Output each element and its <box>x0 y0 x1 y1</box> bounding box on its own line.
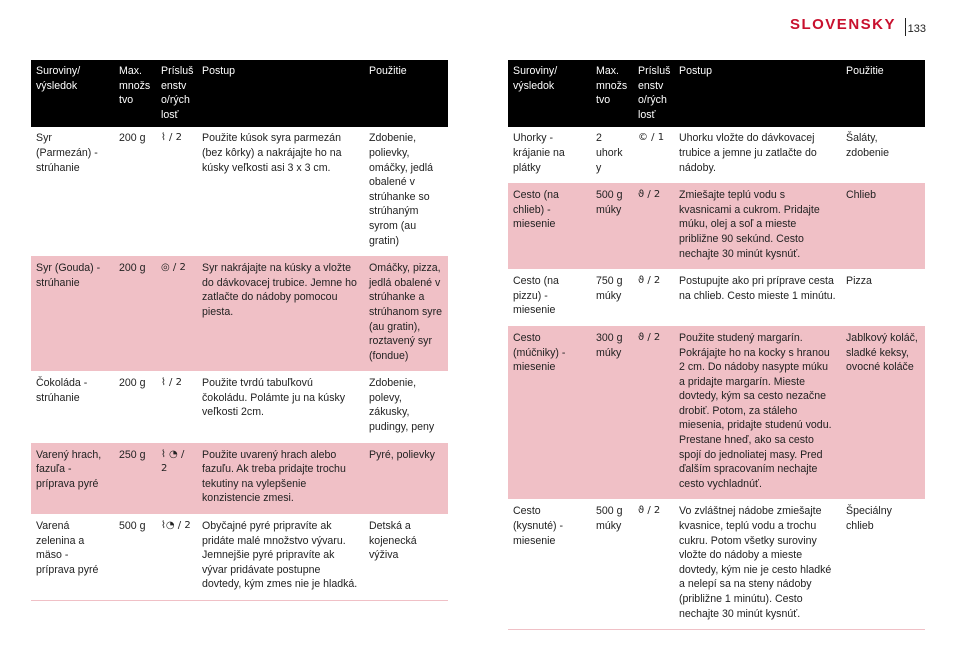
cell-accessory-speed: ⌇ / 2 <box>156 127 197 256</box>
cell-ingredient: Syr (Parmezán) - strúhanie <box>31 127 114 256</box>
cell-accessory-speed: ⌇◔ / 2 <box>156 515 197 601</box>
table-row <box>31 257 448 372</box>
cell-qty: 250 g <box>114 443 156 514</box>
cell-procedure: Syr nakrájajte na kúsky a vložte do dávkovacej trubice. Jemne ho zatlačte do nádoby pomocou piesta. <box>197 257 364 372</box>
page-number: 133 <box>907 23 926 35</box>
cell-qty: 500 g <box>114 515 156 601</box>
cell-qty: 200 g <box>114 372 156 443</box>
col-header-max-qty: Max. množs tvo <box>591 60 633 127</box>
cell-ingredient: Cesto (kysnuté) - miesenie <box>508 500 591 630</box>
cell-accessory-speed: © / 1 <box>633 127 674 183</box>
table-row <box>508 184 925 270</box>
cell-qty: 500 g múky <box>591 500 633 630</box>
cell-use: Jablkový koláč, sladké keksy, ovocné koláče <box>841 326 925 500</box>
cell-procedure: Obyčajné pyré pripravíte ak pridáte malé množstvo vývaru. Jemnejšie pyré pripravíte ak vývar pridávate postupne dovtedy, kým zmes nie je hladká. <box>197 515 364 601</box>
cell-accessory-speed: ϑ / 2 <box>633 184 674 270</box>
cell-qty: 2 uhork y <box>591 127 633 183</box>
cell-accessory-speed: ϑ / 2 <box>633 270 674 327</box>
cell-ingredient: Uhorky - krájanie na plátky <box>508 127 591 183</box>
col-header-procedure: Postup <box>674 60 841 127</box>
col-header-procedure: Postup <box>197 60 364 127</box>
table-row <box>31 127 448 256</box>
cell-procedure: Použite studený margarín. Pokrájajte ho na kocky s hranou 2 cm. Do nádoby nasypte múku a pridajte margarín. Mieste dovtedy, kým sa cesto nezačne drobiť. Potom, za stáleho miesenia, pridajte studenú vodu. Prestane hneď, ako sa cesto spojí do jednoliatej masy. Pred ďalším spracovaním nechajte cesto vychladnúť. <box>674 326 841 500</box>
cell-procedure: Použite tvrdú tabuľkovú čokoládu. Polámte ju na kúsky veľkosti 2cm. <box>197 372 364 443</box>
cell-use: Šaláty, zdobenie <box>841 127 925 183</box>
section-language-title: SLOVENSKY <box>789 16 896 33</box>
cell-procedure: Postupujte ako pri príprave cesta na chlieb. Cesto mieste 1 minútu. <box>674 270 841 327</box>
cell-qty: 750 g múky <box>591 270 633 327</box>
cell-qty: 300 g múky <box>591 326 633 500</box>
table-row <box>508 127 925 183</box>
table-row <box>508 270 925 327</box>
col-header-max-qty: Max. množs tvo <box>114 60 156 127</box>
recipe-table-left <box>31 60 448 601</box>
cell-qty: 200 g <box>114 257 156 372</box>
cell-ingredient: Cesto (na chlieb) - miesenie <box>508 184 591 270</box>
cell-use: Zdobenie, polevy, zákusky, pudingy, peny <box>364 372 448 443</box>
table-row <box>508 500 925 630</box>
col-header-accessory-speed: Prísluš enstv o/rých losť <box>633 60 674 127</box>
cell-use: Omáčky, pizza, jedlá obalené v strúhanke a strúhanom syre (au gratin), roztavený syr (fondue) <box>364 257 448 372</box>
cell-use: Pyré, polievky <box>364 443 448 514</box>
col-header-use: Použitie <box>841 60 925 127</box>
col-header-use: Použitie <box>364 60 448 127</box>
table-header-row <box>31 60 448 127</box>
cell-use: Zdobenie, polievky, omáčky, jedlá obalené v strúhanke so strúhaným syrom (au gratin) <box>364 127 448 256</box>
cell-accessory-speed: ⌇ / 2 <box>156 372 197 443</box>
cell-qty: 200 g <box>114 127 156 256</box>
cell-accessory-speed: ⌇ ◔ / 2 <box>156 443 197 514</box>
col-header-accessory-speed: Prísluš enstv o/rých losť <box>156 60 197 127</box>
table-row <box>31 372 448 443</box>
cell-procedure: Zmiešajte teplú vodu s kvasnicami a cukrom. Pridajte múku, olej a soľ a mieste približne 90 sekúnd. Cesto nechajte 30 minút kysnúť. <box>674 184 841 270</box>
cell-use: Špeciálny chlieb <box>841 500 925 630</box>
table-header-row <box>508 60 925 127</box>
cell-ingredient: Varený hrach, fazuľa - príprava pyré <box>31 443 114 514</box>
col-header-ingredient: Suroviny/ výsledok <box>508 60 591 127</box>
recipe-table-right <box>508 60 925 630</box>
cell-ingredient: Cesto (múčniky) - miesenie <box>508 326 591 500</box>
cell-accessory-speed: ◎ / 2 <box>156 257 197 372</box>
table-row <box>508 326 925 500</box>
cell-procedure: Uhorku vložte do dávkovacej trubice a jemne ju zatlačte do nádoby. <box>674 127 841 183</box>
cell-ingredient: Varená zelenina a mäso - príprava pyré <box>31 515 114 601</box>
cell-accessory-speed: ϑ / 2 <box>633 500 674 630</box>
cell-procedure: Vo zvláštnej nádobe zmiešajte kvasnice, teplú vodu a trochu cukru. Potom všetky suroviny vložte do nádoby a mieste dovtedy, kým nie je cesto hladké a nelepí sa na steny nádoby (približne 1 minútu). Cesto nechajte 30 minút kysnúť. <box>674 500 841 630</box>
cell-use: Pizza <box>841 270 925 327</box>
cell-qty: 500 g múky <box>591 184 633 270</box>
table-row <box>31 443 448 514</box>
cell-accessory-speed: ϑ / 2 <box>633 326 674 500</box>
cell-use: Detská a kojenecká výživa <box>364 515 448 601</box>
cell-use: Chlieb <box>841 184 925 270</box>
cell-ingredient: Cesto (na pizzu) - miesenie <box>508 270 591 327</box>
cell-ingredient: Čokoláda - strúhanie <box>31 372 114 443</box>
col-header-ingredient: Suroviny/ výsledok <box>31 60 114 127</box>
cell-ingredient: Syr (Gouda) - strúhanie <box>31 257 114 372</box>
table-row <box>31 515 448 601</box>
cell-procedure: Použite uvarený hrach alebo fazuľu. Ak treba pridajte trochu tekutiny na vylepšenie konzistencie zmesi. <box>197 443 364 514</box>
header-divider <box>905 18 906 36</box>
cell-procedure: Použite kúsok syra parmezán (bez kôrky) a nakrájajte ho na kúsky veľkosti asi 3 x 3 cm. <box>197 127 364 256</box>
